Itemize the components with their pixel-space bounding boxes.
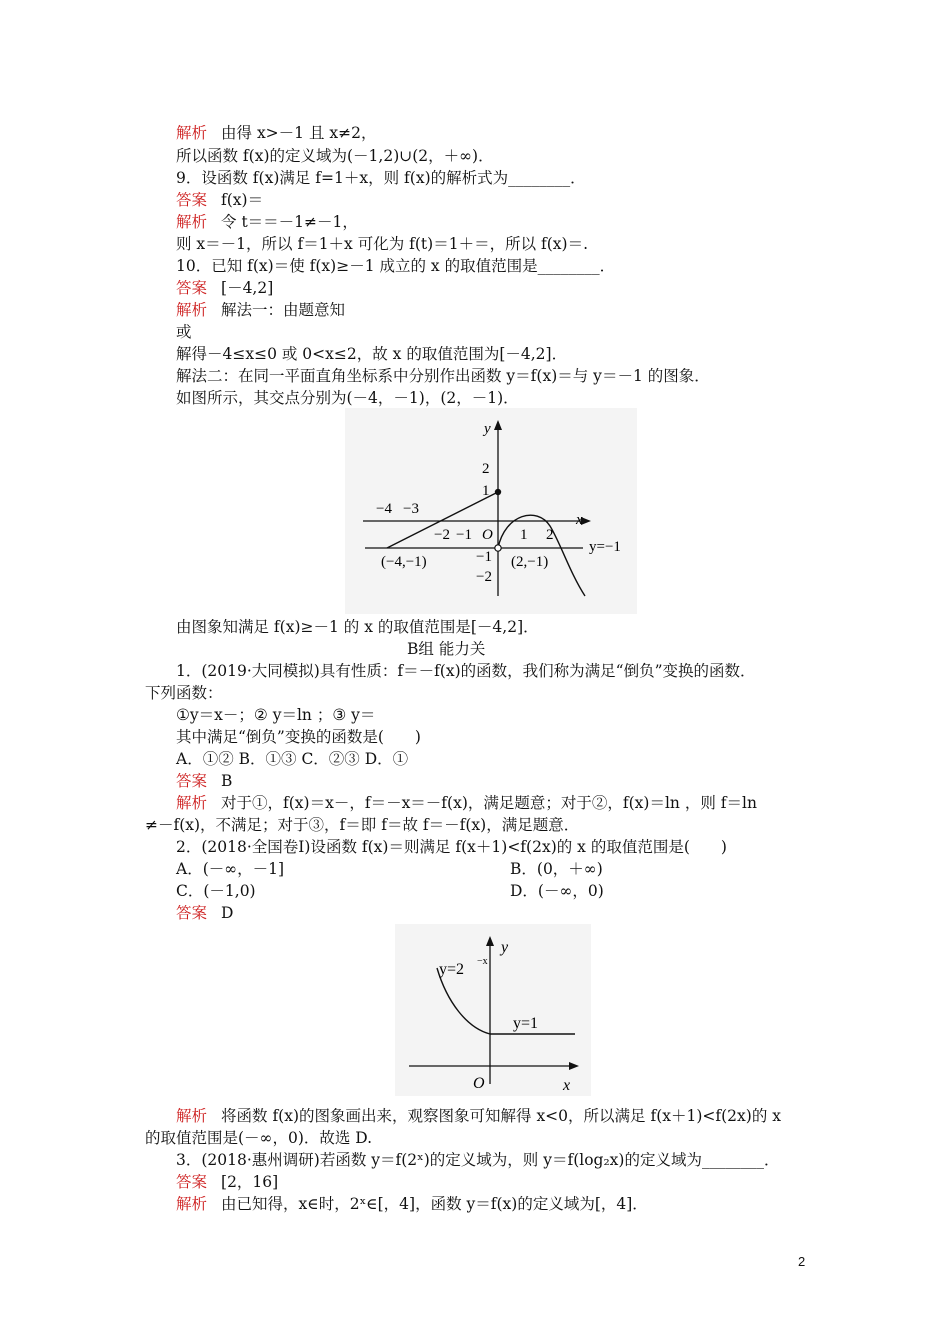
curve-label: y=2	[439, 961, 465, 978]
question-b1: 1．(2019·大同模拟)具有性质：f＝－f(x)的函数，我们称为满足“倒负”变换的函数．	[176, 662, 756, 680]
curve-label-exponent: −x	[477, 956, 488, 967]
option-b: B．(0，＋∞)	[510, 860, 603, 878]
question-9: 9．设函数 f(x)满足 f=1＋x，则 f(x)的解析式为________．	[176, 169, 586, 187]
text-line: 解析 将函数 f(x)的图象画出来，观察图象可知解得 x<0，所以满足 f(x＋1)<f(2x)的 x	[176, 1107, 781, 1125]
label-jiexi: 解析	[176, 1195, 208, 1213]
x-axis-label: x	[576, 512, 583, 528]
label-daan: 答案	[176, 1173, 208, 1191]
text-line: ①y＝x－；② y＝ln ；③ y＝	[176, 706, 376, 724]
x-axis-label: x	[563, 1077, 571, 1094]
page-number: 2	[798, 1254, 806, 1269]
piecewise-function-graph	[345, 408, 637, 614]
option-d: D．(－∞，0)	[510, 882, 604, 900]
text-line: 其中满足“倒负”变换的函数是( )	[176, 728, 421, 746]
tick-label: −4	[376, 501, 392, 517]
text-line: 解析 对于①，f(x)＝x－，f＝－x＝－f(x)，满足题意；对于②，f(x)＝ln ，则 f＝ln	[176, 794, 757, 812]
text-line: 答案 f(x)＝	[176, 191, 264, 209]
text-line: 解得－4≤x≤0 或 0<x≤2，故 x 的取值范围为[－4,2]．	[176, 345, 568, 363]
figure-background	[395, 924, 591, 1096]
text-line: ≠－f(x)，不满足；对于③，f＝即 f＝故 f＝－f(x)，满足题意．	[145, 816, 580, 834]
text-line: 如图所示，其交点分别为(－4，－1)，(2，－1)．	[176, 389, 519, 407]
label-daan: 答案	[176, 279, 208, 297]
tick-label: −2	[434, 527, 450, 543]
option-c: C．(－1,0)	[176, 882, 256, 900]
text-line: 答案 [2，16]	[176, 1173, 279, 1191]
origin-label: O	[473, 1075, 485, 1092]
options-line: A．①② B．①③ C．②③ D．①	[176, 750, 409, 768]
tick-label: 1	[520, 527, 528, 543]
exponential-function-graph	[395, 924, 591, 1096]
label-daan: 答案	[176, 191, 208, 209]
text-line: 解析 解法一：由题意知	[176, 301, 346, 319]
option-a: A．(－∞，－1]	[176, 860, 285, 878]
text-line: 解法二：在同一平面直角坐标系中分别作出函数 y＝f(x)＝与 y＝－1 的图象．	[176, 367, 710, 385]
text-line: 下列函数：	[145, 684, 223, 702]
tick-label: −2	[476, 569, 492, 585]
line-label: y=−1	[589, 539, 621, 555]
tick-label: 1	[482, 483, 490, 499]
y-axis-label: y	[484, 421, 491, 437]
question-b3: 3．(2018·惠州调研)若函数 y＝f(2ˣ)的定义域为，则 y＝f(log₂x)的定义域为________．	[176, 1151, 780, 1169]
label-daan: 答案	[176, 904, 208, 922]
origin-label: O	[482, 527, 493, 543]
tick-label: 2	[482, 461, 490, 477]
question-10: 10．已知 f(x)＝使 f(x)≥－1 成立的 x 的取值范围是________．	[176, 257, 616, 275]
text-line: 由图象知满足 f(x)≥－1 的 x 的取值范围是[－4,2]．	[176, 618, 539, 636]
point-label: (2,−1)	[511, 554, 549, 570]
tick-label: −1	[456, 527, 472, 543]
text-line: 解析 令 t＝＝－1≠－1，	[176, 213, 358, 231]
tick-label: −1	[476, 549, 492, 565]
text-line: 或	[176, 323, 192, 341]
point-label: (−4,−1)	[381, 554, 427, 570]
label-jiexi: 解析	[176, 213, 208, 231]
text-line: 则 x＝－1，所以 f＝1＋x 可化为 f(t)＝1＋＝，所以 f(x)＝.	[176, 235, 589, 253]
text-line: 的取值范围是(－∞，0)．故选 D.	[145, 1129, 373, 1147]
open-point	[495, 545, 501, 551]
text-line: 答案 B	[176, 772, 233, 790]
label-jiexi: 解析	[176, 124, 208, 142]
tick-label: −3	[403, 501, 419, 517]
line-label: y=1	[513, 1015, 539, 1032]
label-jiexi: 解析	[176, 1107, 208, 1125]
question-b2: 2．(2018·全国卷Ⅰ)设函数 f(x)＝则满足 f(x＋1)<f(2x)的 x 的取值范围是( )	[176, 838, 727, 856]
closed-point	[495, 489, 501, 495]
label-jiexi: 解析	[176, 794, 208, 812]
label-daan: 答案	[176, 772, 208, 790]
y-axis-label: y	[501, 939, 509, 956]
text-line: 解析 由已知得，x∈时，2ˣ∈[，4]，函数 y＝f(x)的定义域为[，4]．	[176, 1195, 648, 1213]
text-line: 所以函数 f(x)的定义域为(－1,2)∪(2，＋∞)．	[176, 147, 494, 165]
text-line: 解析 由得 x>－1 且 x≠2，	[176, 124, 377, 142]
label-jiexi: 解析	[176, 301, 208, 319]
text-line: 答案 D	[176, 904, 234, 922]
tick-label: 2	[546, 527, 554, 543]
text-line: 答案 [－4,2]	[176, 279, 274, 297]
section-heading: B组 能力关	[407, 640, 486, 658]
